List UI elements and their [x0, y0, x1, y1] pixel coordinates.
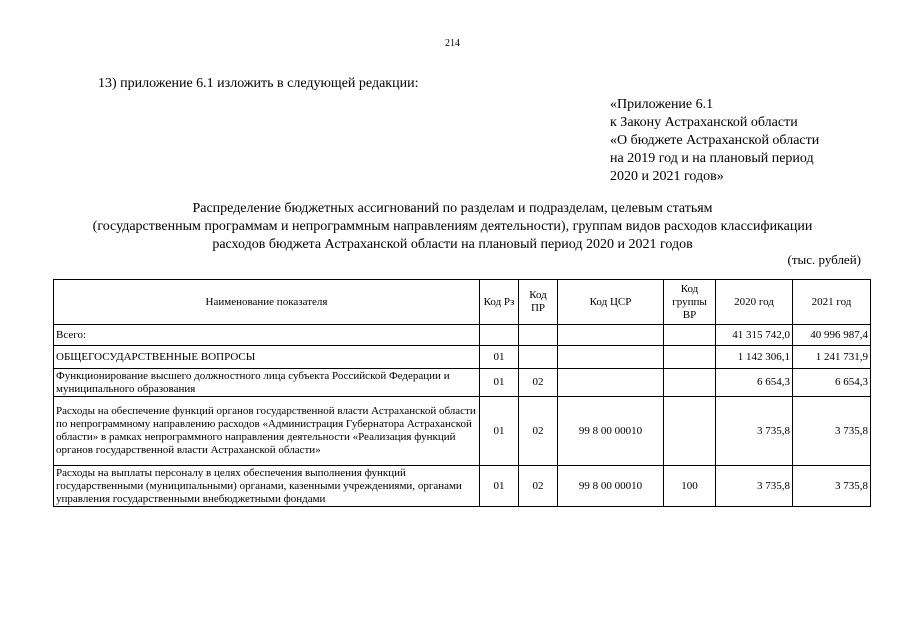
title-line: Распределение бюджетных ассигнований по разделам и подразделам, целевым статьям — [192, 201, 713, 216]
row-2021: 40 996 987,4 — [793, 325, 871, 346]
title-line: расходов бюджета Астраханской области на плановый период 2020 и 2021 годов — [212, 237, 693, 252]
row-rz: 01 — [480, 466, 519, 507]
units-label: (тыс. рублей) — [787, 252, 861, 267]
table-row — [54, 397, 871, 466]
row-rz: 01 — [480, 346, 519, 369]
row-vr — [664, 346, 716, 369]
budget-table — [53, 279, 871, 507]
row-name: Расходы на выплаты персоналу в целях обеспечения выполнения функций государственными (муниципальными) органами, казенными учреждениями, органами управления государственными внебюджетными фондами — [54, 466, 480, 507]
table-row — [54, 369, 871, 397]
header-2020: 2020 год — [716, 280, 793, 325]
header-vr: Код группы ВР — [664, 280, 716, 325]
row-pr: 02 — [519, 397, 558, 466]
row-vr — [664, 397, 716, 466]
row-vr: 100 — [664, 466, 716, 507]
row-2020: 3 735,8 — [716, 397, 793, 466]
header-rz: Код Рз — [480, 280, 519, 325]
header-name: Наименование показателя — [54, 280, 480, 325]
row-rz: 01 — [480, 397, 519, 466]
row-name: Всего: — [54, 325, 480, 346]
appendix-ref-line: «Приложение 6.1 — [610, 97, 714, 112]
row-2020: 6 654,3 — [716, 369, 793, 397]
appendix-ref-line: на 2019 год и на плановый период — [610, 151, 814, 166]
row-2020: 3 735,8 — [716, 466, 793, 507]
row-name: Функционирование высшего должностного лица субъекта Российской Федерации и муниципального образования — [54, 369, 480, 397]
row-pr — [519, 346, 558, 369]
row-rz — [480, 325, 519, 346]
appendix-reference — [610, 96, 819, 186]
row-pr — [519, 325, 558, 346]
row-csr — [558, 369, 664, 397]
appendix-ref-line: 2020 и 2021 годов» — [610, 169, 724, 184]
row-rz: 01 — [480, 369, 519, 397]
row-name: Расходы на обеспечение функций органов государственной власти Астраханской области по непрограммному направлению расходов «Администрация Губернатора Астраханской области» в рамках непрограммного направления деятельности «Реализация функций органов государственной власти Астраханской области» — [54, 397, 480, 466]
row-pr: 02 — [519, 369, 558, 397]
header-pr: Код ПР — [519, 280, 558, 325]
row-2021: 3 735,8 — [793, 397, 871, 466]
row-csr: 99 8 00 00010 — [558, 466, 664, 507]
row-name: ОБЩЕГОСУДАРСТВЕННЫЕ ВОПРОСЫ — [54, 346, 480, 369]
document-title — [30, 200, 875, 254]
row-csr: 99 8 00 00010 — [558, 397, 664, 466]
header-2021: 2021 год — [793, 280, 871, 325]
row-2020: 41 315 742,0 — [716, 325, 793, 346]
row-2020: 1 142 306,1 — [716, 346, 793, 369]
row-2021: 1 241 731,9 — [793, 346, 871, 369]
table-row — [54, 466, 871, 507]
table-row — [54, 325, 871, 346]
row-vr — [664, 369, 716, 397]
appendix-ref-line: к Закону Астраханской области — [610, 115, 798, 130]
row-2021: 6 654,3 — [793, 369, 871, 397]
row-vr — [664, 325, 716, 346]
table-row — [54, 346, 871, 369]
appendix-ref-line: «О бюджете Астраханской области — [610, 133, 820, 148]
row-csr — [558, 325, 664, 346]
table-header-row — [54, 280, 871, 325]
row-pr: 02 — [519, 466, 558, 507]
row-2021: 3 735,8 — [793, 466, 871, 507]
header-csr: Код ЦСР — [558, 280, 664, 325]
intro-text: 13) приложение 6.1 изложить в следующей редакции: — [98, 76, 419, 91]
page-number: 214 — [445, 38, 460, 49]
title-line: (государственным программам и непрограммным направлениям деятельности), группам видов расходов классификации — [92, 219, 813, 234]
row-csr — [558, 346, 664, 369]
